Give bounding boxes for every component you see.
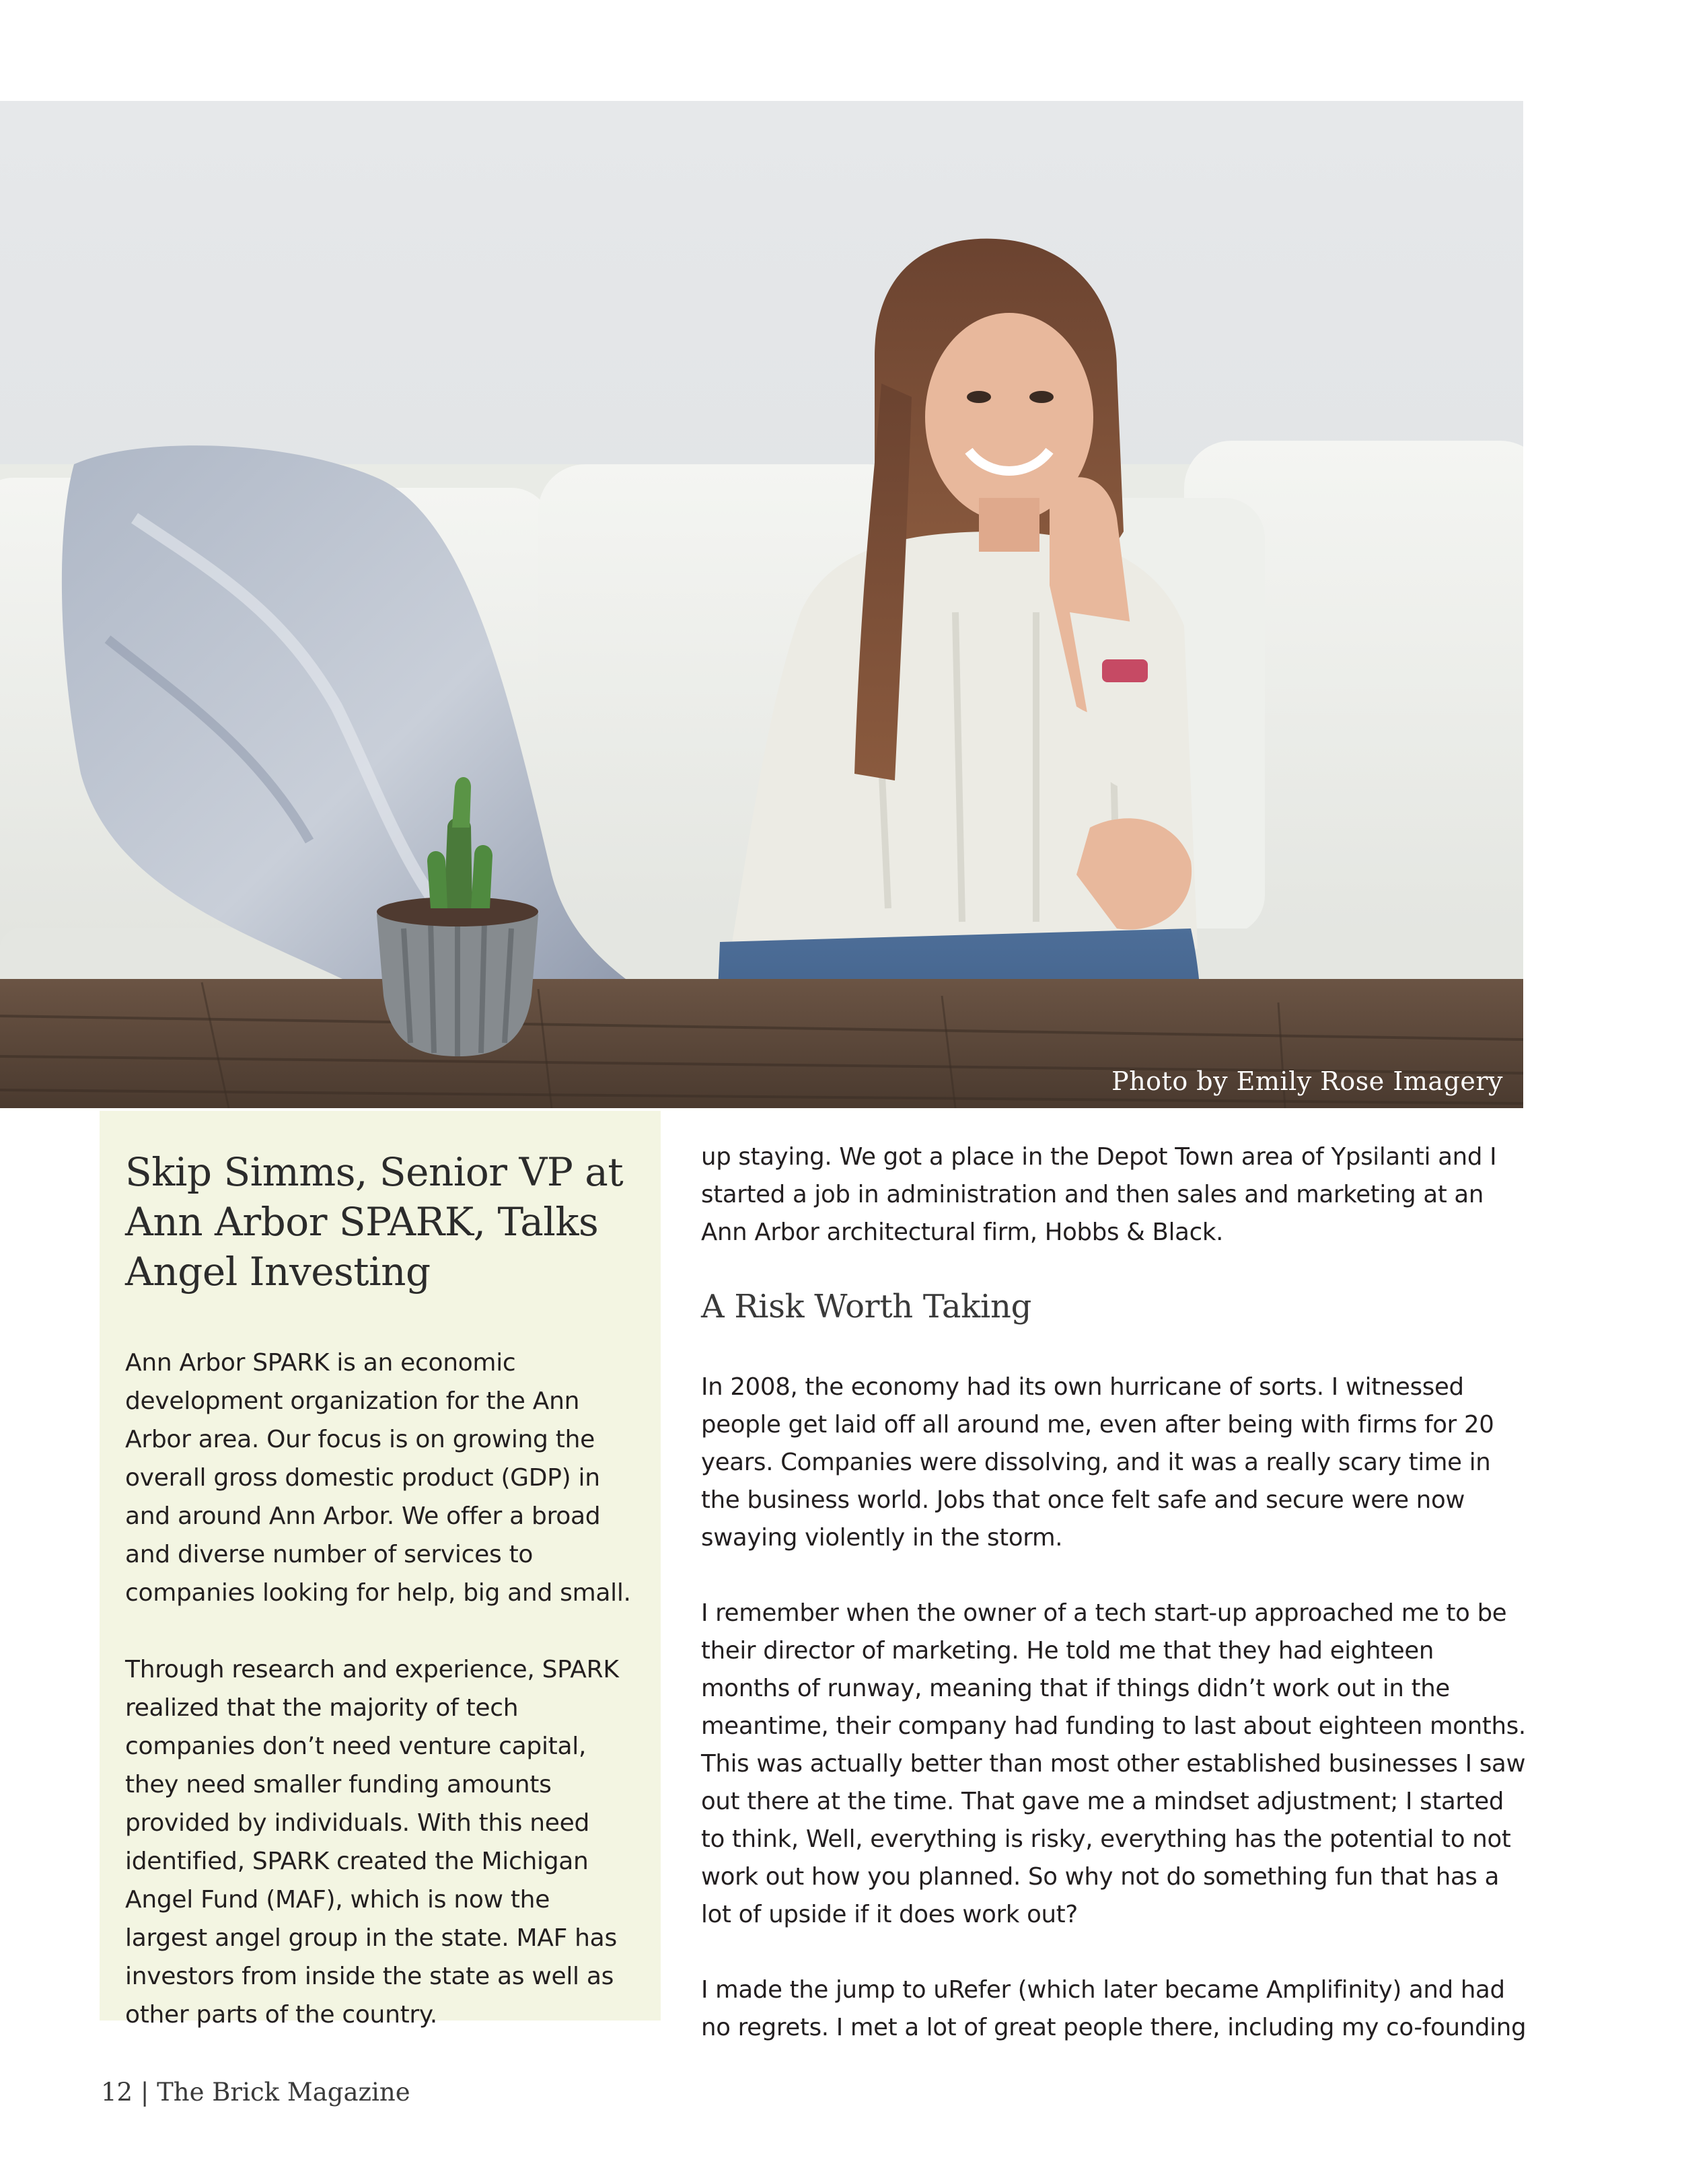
photo-illustration: [0, 101, 1523, 1108]
sidebar-paragraph: Through research and experience, SPARK realized that the majority of tech companies don’t need venture capital, they need smaller funding amounts provided by individuals. With this need identified, SPARK created the Michigan Angel Fund (MAF), which is now the largest angel group in the state. MAF has investors from inside the state as well as other parts of the country.: [125, 1656, 619, 2029]
section-heading: A Risk Worth Taking: [701, 1288, 1032, 1325]
sidebar-paragraph: Ann Arbor SPARK is an economic development organization for the Ann Arbor area. Our focus is on growing the overall gross domestic product (GDP) in and around Ann Arbor. We offer a broad and diverse number of services to companies looking for help, big and small.: [125, 1349, 631, 1607]
sidebar-title: Skip Simms, Senior VP at Ann Arbor SPARK, Talks Angel Investing: [125, 1149, 624, 1295]
article-paragraph: In 2008, the economy had its own hurricane of sorts. I witnessed people get laid off all around me, even after being with firms for 20 years. Companies were dissolving, and it was a really scary time in the business world. Jobs that once felt safe and secure were now swaying violently in the storm.: [701, 1373, 1494, 1552]
article-paragraph: I made the jump to uRefer (which later became Amplifinity) and had no regrets. I met a lot of great people there, including my co-founding: [701, 1976, 1527, 2041]
page-footer: 12 | The Brick Magazine: [101, 2078, 410, 2107]
article-paragraph: up staying. We got a place in the Depot Town area of Ypsilanti and I started a job in administration and then sales and marketing at an Ann Arbor architectural firm, Hobbs & Black.: [701, 1143, 1497, 1246]
article-column: [701, 1138, 1529, 2084]
sidebar-box: [100, 1111, 661, 2029]
article-paragraph: I remember when the owner of a tech start-up approached me to be their director of marketing. He told me that they had eighteen months of runway, meaning that if things didn’t work out in the meantime, their company had funding to last about eighteen months. This was actually better than most other established businesses I saw out there at the time. That gave me a mindset adjustment; I started to think, Well, everything is risky, everything has the potential to not work out how you planned. So why not do something fun that has a lot of upside if it does work out?: [701, 1599, 1526, 1928]
feature-photo: [0, 101, 1523, 1108]
photo-credit: Photo by Emily Rose Imagery: [1111, 1066, 1503, 1096]
